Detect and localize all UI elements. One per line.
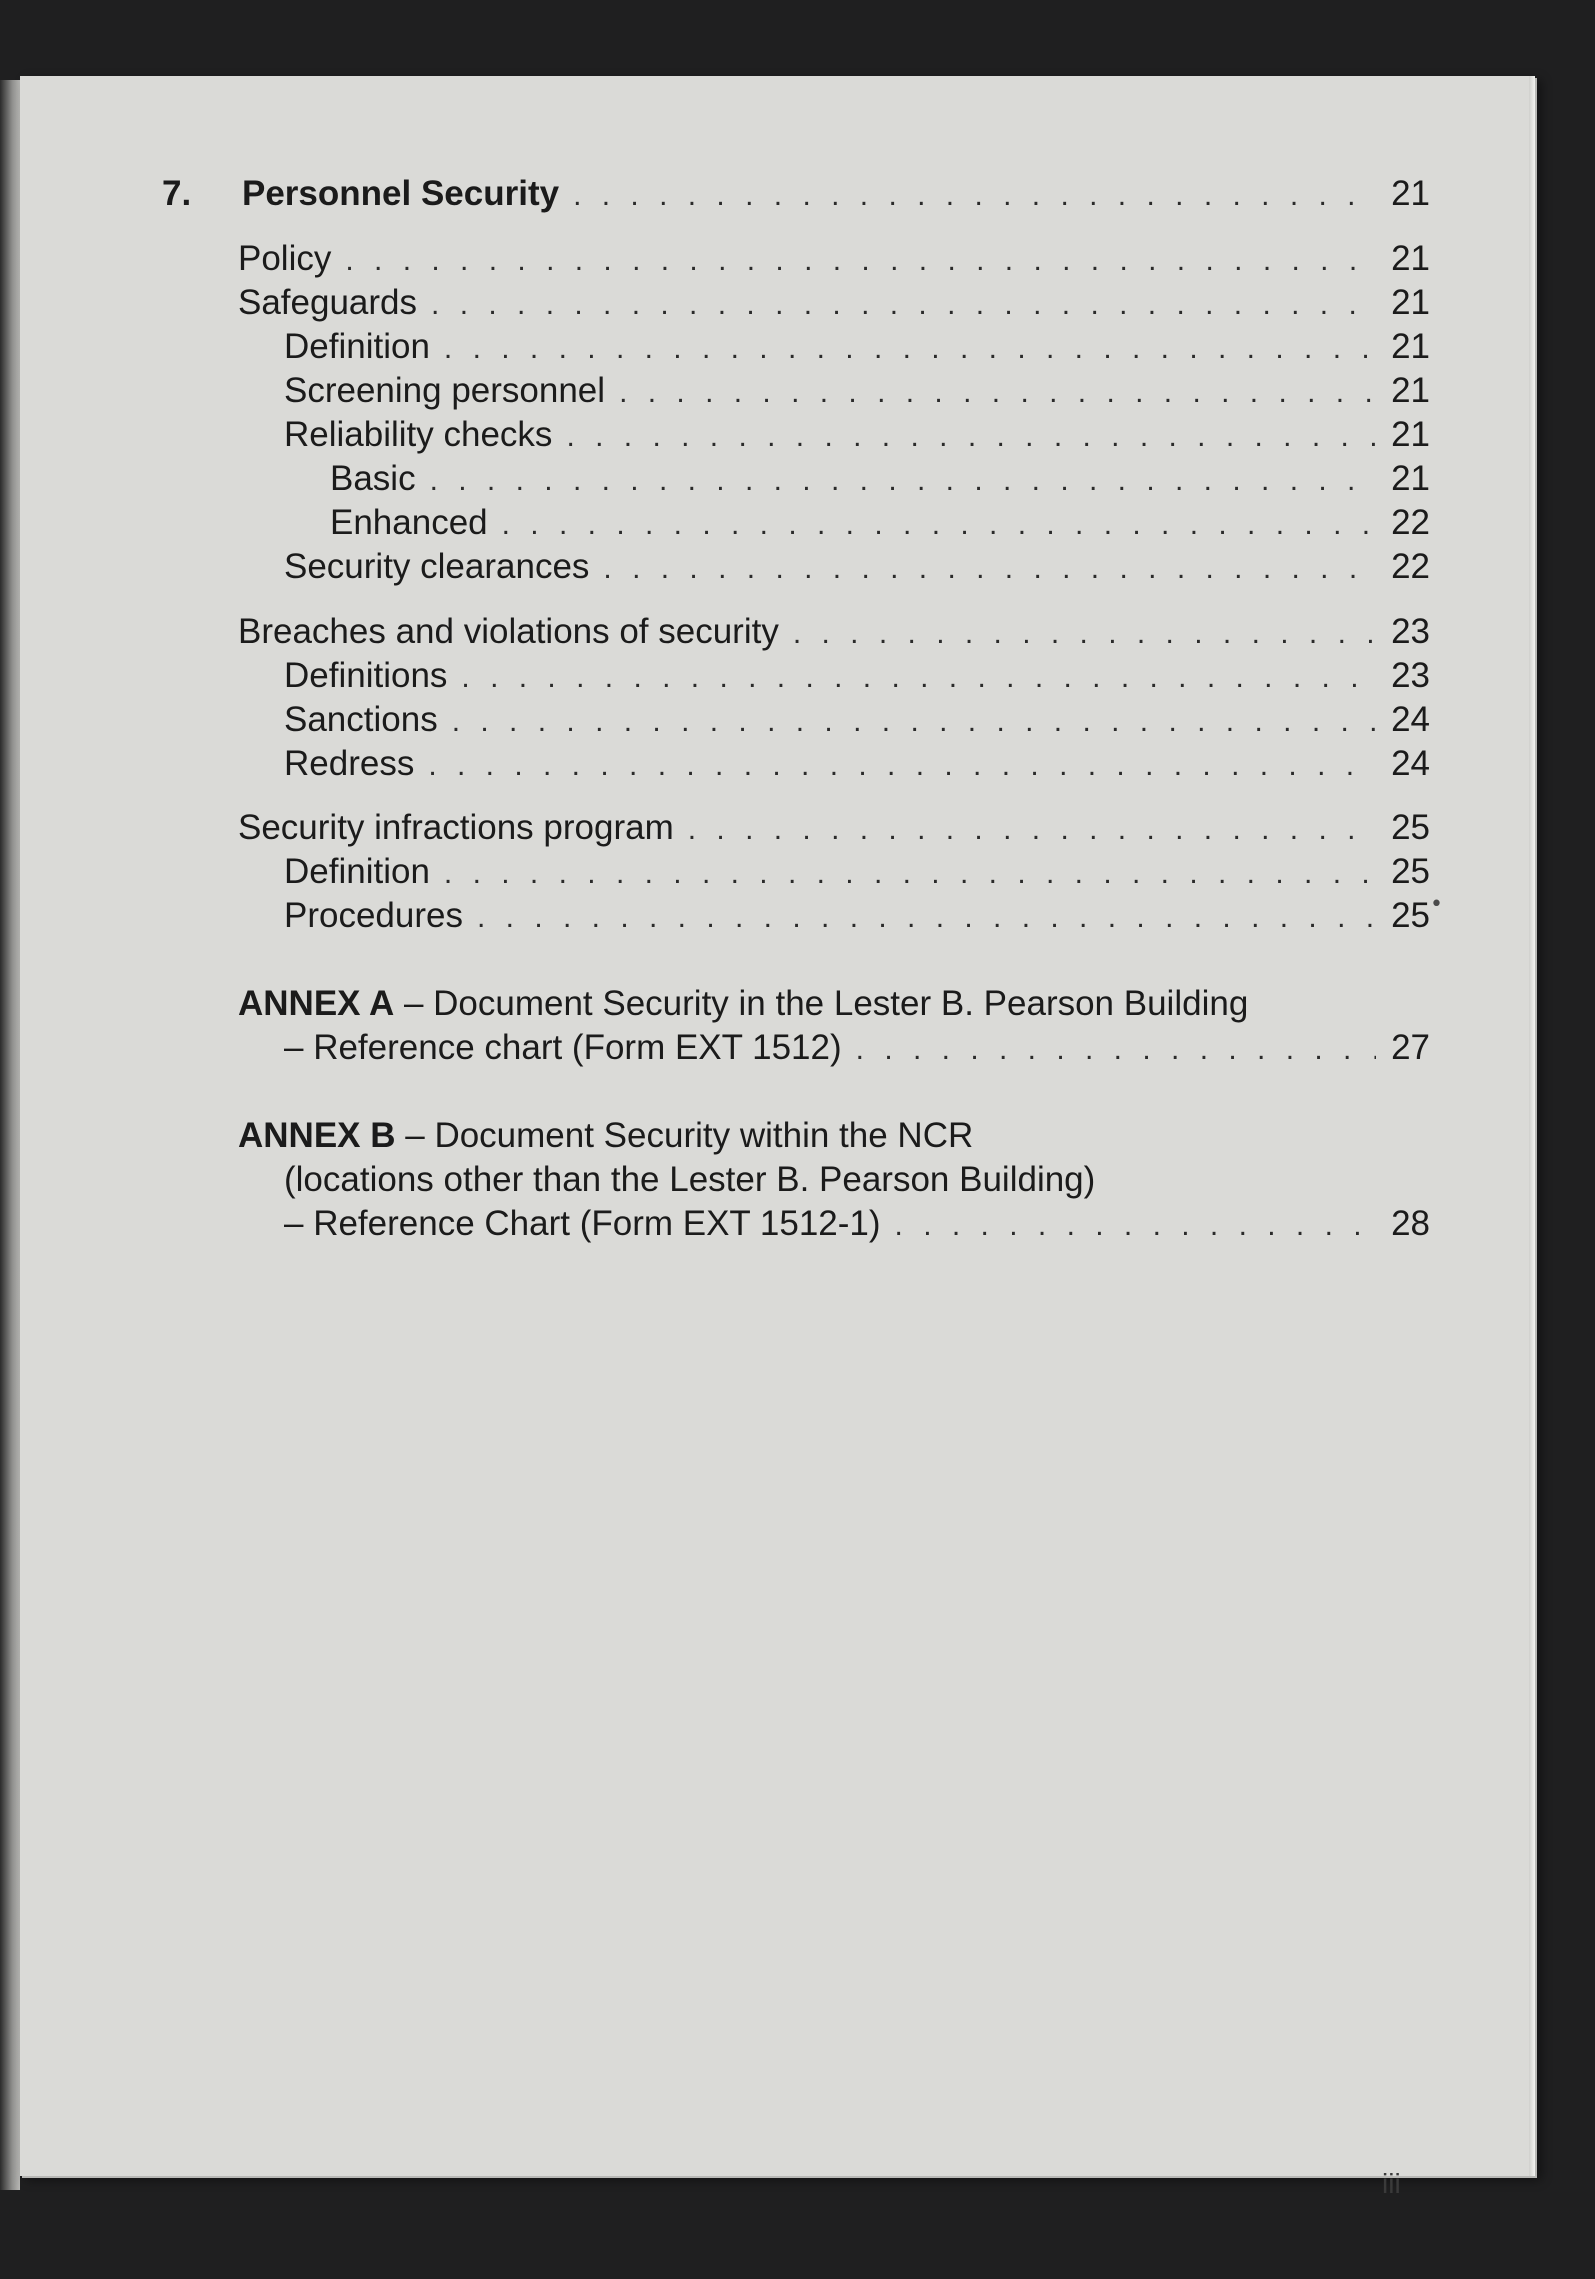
- entry-title: – Reference chart (Form EXT 1512): [284, 1028, 842, 1067]
- entry-page: 21: [1391, 283, 1430, 322]
- toc-entry-annex-a-chart[interactable]: [284, 1028, 1430, 1070]
- toc-entry-security-clearances[interactable]: [284, 547, 1430, 589]
- dot-leader: [430, 461, 1376, 501]
- annex-a-label: ANNEX A: [238, 984, 395, 1023]
- entry-page: 21: [1391, 239, 1430, 278]
- toc-entry-redress[interactable]: [284, 744, 1430, 786]
- section-title: Personnel Security: [242, 174, 560, 213]
- entry-page: 21: [1391, 459, 1430, 498]
- dot-leader: [428, 746, 1376, 786]
- toc-entry-definition[interactable]: [284, 327, 1430, 369]
- toc-entry-safeguards[interactable]: [238, 283, 1430, 325]
- adjacent-page-edge: [0, 80, 20, 2190]
- entry-page: 22: [1391, 503, 1430, 542]
- entry-page: 27: [1391, 1028, 1430, 1067]
- toc-entry-annex-b-chart[interactable]: [284, 1204, 1430, 1246]
- dot-leader: [573, 176, 1376, 216]
- entry-page: 24: [1391, 700, 1430, 739]
- entry-page: 25: [1391, 852, 1430, 891]
- section-page: 21: [1391, 174, 1430, 213]
- toc-entry-definitions[interactable]: [284, 656, 1430, 698]
- entry-title: Basic: [330, 459, 416, 498]
- entry-title: Definition: [284, 327, 430, 366]
- entry-title: Sanctions: [284, 700, 438, 739]
- dot-leader: [345, 241, 1376, 281]
- entry-page: 25: [1391, 808, 1430, 847]
- dot-leader: [688, 810, 1376, 850]
- ink-speck: •: [1430, 892, 1443, 917]
- page-folio: iii: [1382, 2168, 1401, 2199]
- toc-entry-security-infractions-program[interactable]: [238, 808, 1430, 850]
- dot-leader: [603, 549, 1376, 589]
- entry-title: Procedures: [284, 896, 463, 935]
- entry-page: 21: [1391, 415, 1430, 454]
- entry-title: Safeguards: [238, 283, 418, 322]
- entry-page: 25: [1391, 896, 1430, 935]
- entry-page: 21: [1391, 371, 1430, 410]
- dot-leader: [502, 505, 1376, 545]
- entry-title: Redress: [284, 744, 415, 783]
- entry-page: 28: [1391, 1204, 1430, 1243]
- toc-entry-policy[interactable]: [238, 239, 1430, 281]
- toc-entry-sanctions[interactable]: [284, 700, 1430, 742]
- document-page: [20, 76, 1535, 2199]
- dot-leader: [452, 702, 1376, 742]
- entry-page: 23: [1391, 612, 1430, 651]
- entry-title: Enhanced: [330, 503, 488, 542]
- annex-a-heading[interactable]: [238, 984, 1248, 1024]
- toc-entry-reliability-checks[interactable]: [284, 415, 1430, 457]
- toc-entry-screening-personnel[interactable]: [284, 371, 1430, 413]
- annex-b-title: – Document Security within the NCR: [395, 1116, 974, 1155]
- toc-entry-basic[interactable]: [330, 459, 1430, 501]
- annex-b-locations: (locations other than the Lester B. Pearson Building): [284, 1160, 1096, 1199]
- dot-leader: [895, 1206, 1376, 1246]
- entry-title: Definitions: [284, 656, 448, 695]
- toc-section-7[interactable]: [162, 174, 1430, 216]
- entry-title: – Reference Chart (Form EXT 1512-1): [284, 1204, 881, 1243]
- entry-title: Security clearances: [284, 547, 590, 586]
- entry-title: Breaches and violations of security: [238, 612, 779, 651]
- annex-b-subtitle: [284, 1160, 1095, 1200]
- entry-page: 21: [1391, 327, 1430, 366]
- dot-leader: [619, 373, 1376, 413]
- dot-leader: [477, 898, 1376, 938]
- dot-leader: [444, 329, 1376, 369]
- dot-leader: [461, 658, 1376, 698]
- entry-page: 22: [1391, 547, 1430, 586]
- entry-page: 23: [1391, 656, 1430, 695]
- entry-title: Definition: [284, 852, 430, 891]
- dot-leader: [444, 854, 1376, 894]
- entry-title: Reliability checks: [284, 415, 553, 454]
- annex-b-label: ANNEX B: [238, 1116, 396, 1155]
- section-number: 7.: [162, 174, 192, 213]
- annex-a-title: – Document Security in the Lester B. Pearson Building: [394, 984, 1249, 1023]
- entry-title: Policy: [238, 239, 332, 278]
- entry-page: 24: [1391, 744, 1430, 783]
- dot-leader: [793, 614, 1376, 654]
- dot-leader: [566, 417, 1376, 457]
- entry-title: Security infractions program: [238, 808, 674, 847]
- toc-entry-procedures[interactable]: [284, 896, 1430, 938]
- dot-leader: [856, 1030, 1376, 1070]
- dot-leader: [431, 285, 1376, 325]
- toc-entry-definition-2[interactable]: [284, 852, 1430, 894]
- toc-entry-enhanced[interactable]: [330, 503, 1430, 545]
- annex-b-heading[interactable]: [238, 1116, 973, 1156]
- entry-title: Screening personnel: [284, 371, 606, 410]
- toc-entry-breaches[interactable]: [238, 612, 1430, 654]
